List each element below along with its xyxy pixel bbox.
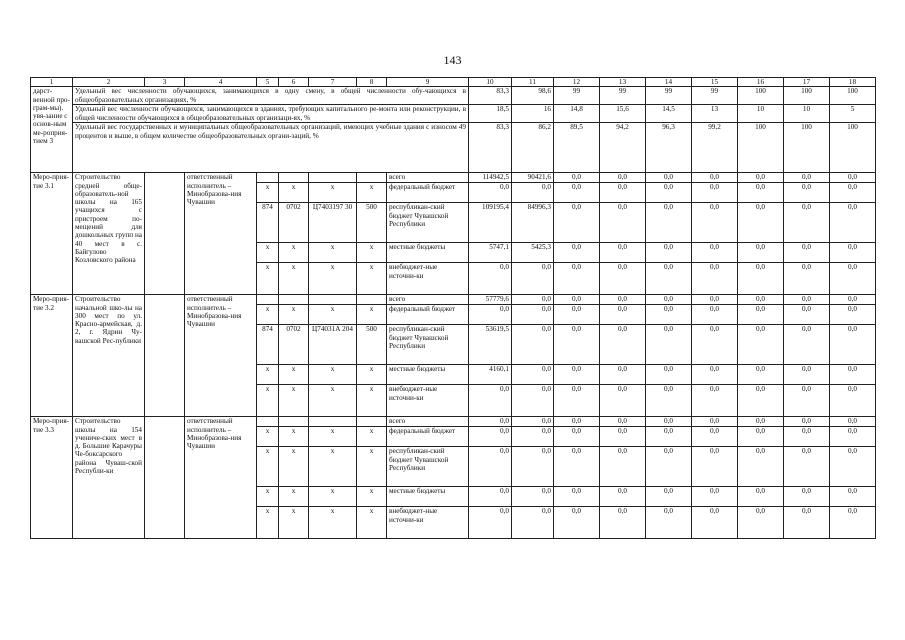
funding-value: 0,0 (738, 385, 784, 417)
funding-value: 0,0 (830, 173, 876, 183)
funding-value: 4160,1 (469, 365, 512, 385)
budget-code-cell: x (309, 305, 357, 325)
funding-value: 0,0 (830, 365, 876, 385)
funding-value: 0,0 (692, 305, 738, 325)
funding-source: местные бюджеты (387, 365, 469, 385)
funding-value: 114942,5 (469, 173, 512, 183)
budget-code-cell: x (257, 447, 279, 487)
funding-value: 0,0 (692, 263, 738, 295)
budget-code-cell: x (357, 305, 387, 325)
funding-value: 0,0 (784, 173, 830, 183)
header-cell: 12 (554, 78, 600, 87)
budget-code-cell: x (357, 263, 387, 295)
indicator-value: 14,8 (554, 105, 600, 123)
funding-value: 0,0 (469, 447, 512, 487)
header-cell: 10 (469, 78, 512, 87)
funding-value: 0,0 (738, 263, 784, 295)
budget-code-cell: x (357, 507, 387, 539)
budget-code-cell: x (357, 427, 387, 447)
budget-code-cell: x (309, 183, 357, 203)
funding-value: 0,0 (692, 295, 738, 305)
budget-code-cell: x (279, 427, 309, 447)
funding-value: 0,0 (469, 507, 512, 539)
funding-source: внебюджет-ные источни-ки (387, 263, 469, 295)
funding-value: 0,0 (784, 447, 830, 487)
funding-value: 0,0 (738, 295, 784, 305)
funding-value: 0,0 (600, 305, 646, 325)
budget-code-cell: x (257, 183, 279, 203)
funding-value: 0,0 (784, 427, 830, 447)
indicator-value: 99 (692, 87, 738, 105)
funding-source: республикан-ский бюджет Чувашской Республики (387, 203, 469, 243)
funding-value: 0,0 (600, 507, 646, 539)
budget-code-cell: x (279, 507, 309, 539)
funding-value: 0,0 (600, 385, 646, 417)
funding-value: 0,0 (554, 447, 600, 487)
budget-code-cell: x (257, 385, 279, 417)
funding-value: 0,0 (830, 305, 876, 325)
funding-value: 0,0 (646, 183, 692, 203)
funding-value: 5425,3 (512, 243, 554, 263)
funding-value: 57779,6 (469, 295, 512, 305)
indicator-value: 99,2 (692, 123, 738, 173)
budget-code-cell: x (309, 447, 357, 487)
event-label: Меро-прия-тие 3.1 (31, 173, 73, 295)
funding-value: 0,0 (692, 417, 738, 427)
funding-value: 0,0 (646, 487, 692, 507)
budget-code-cell: x (309, 243, 357, 263)
budget-code-cell: x (257, 365, 279, 385)
funding-value: 5747,1 (469, 243, 512, 263)
budget-code-cell (257, 417, 279, 427)
indicator-value: 100 (784, 87, 830, 105)
event-empty-col3 (145, 295, 185, 417)
indicator-value: 89,5 (554, 123, 600, 173)
event-label: Меро-прия-тие 3.3 (31, 417, 73, 539)
budget-code-cell: x (309, 365, 357, 385)
funding-value: 0,0 (738, 487, 784, 507)
funding-value: 0,0 (646, 507, 692, 539)
funding-value: 0,0 (692, 173, 738, 183)
budget-code-cell: x (257, 507, 279, 539)
indicator-value: 100 (738, 123, 784, 173)
funding-value: 0,0 (646, 447, 692, 487)
funding-value: 0,0 (830, 487, 876, 507)
budget-code-cell: x (357, 243, 387, 263)
funding-value: 0,0 (830, 325, 876, 365)
budget-code-cell: 0702 (279, 325, 309, 365)
funding-value: 0,0 (692, 507, 738, 539)
budget-code-cell: x (279, 385, 309, 417)
indicator-value: 99 (646, 87, 692, 105)
budget-code-cell: x (279, 243, 309, 263)
funding-value: 0,0 (784, 417, 830, 427)
funding-value: 0,0 (469, 263, 512, 295)
funding-value: 0,0 (830, 243, 876, 263)
funding-value: 0,0 (692, 365, 738, 385)
funding-value: 0,0 (600, 263, 646, 295)
indicator-value: 98,6 (512, 87, 554, 105)
funding-value: 0,0 (646, 365, 692, 385)
budget-code-cell: x (309, 487, 357, 507)
funding-value: 0,0 (784, 183, 830, 203)
budget-code-cell: 874 (257, 203, 279, 243)
budget-code-cell: x (357, 183, 387, 203)
indicator-value: 18,5 (469, 105, 512, 123)
funding-value: 0,0 (512, 263, 554, 295)
budget-code-cell: x (309, 507, 357, 539)
indicator-row (31, 123, 876, 173)
budget-code-cell: x (279, 183, 309, 203)
budget-code-cell: x (279, 447, 309, 487)
budget-code-cell: x (257, 487, 279, 507)
indicator-value: 13 (692, 105, 738, 123)
funding-source: федеральный бюджет (387, 183, 469, 203)
event-row (31, 173, 876, 183)
event-name: Строительство средней обще-образователь-ной школы на 165 учащихся с пристроем по-мещений для дошкольных групп на 40 мест в с. Байгулово Козловского района (73, 173, 145, 295)
funding-value: 0,0 (600, 203, 646, 243)
funding-value: 90421,6 (512, 173, 554, 183)
funding-value: 0,0 (692, 203, 738, 243)
funding-source: федеральный бюджет (387, 305, 469, 325)
funding-value: 0,0 (469, 305, 512, 325)
budget-code-cell: x (309, 427, 357, 447)
event-row (31, 417, 876, 427)
budget-code-cell: x (357, 365, 387, 385)
funding-value: 0,0 (738, 507, 784, 539)
header-cell: 2 (73, 78, 145, 87)
indicator-value: 16 (512, 105, 554, 123)
event-empty-col3 (145, 417, 185, 539)
funding-value: 0,0 (738, 417, 784, 427)
budget-code-cell: 874 (257, 325, 279, 365)
header-cell: 11 (512, 78, 554, 87)
header-cell: 7 (309, 78, 357, 87)
indicator-value: 86,2 (512, 123, 554, 173)
header-cell: 15 (692, 78, 738, 87)
funding-value: 0,0 (600, 243, 646, 263)
funding-value: 0,0 (692, 487, 738, 507)
budget-code-cell: x (309, 385, 357, 417)
header-cell: 3 (145, 78, 185, 87)
budget-code-cell (257, 295, 279, 305)
funding-value: 0,0 (554, 427, 600, 447)
indicator-value: 15,6 (600, 105, 646, 123)
funding-value: 0,0 (784, 325, 830, 365)
budget-code-cell: Ц7403197 30 (309, 203, 357, 243)
funding-value: 0,0 (738, 173, 784, 183)
budget-code-cell: x (257, 243, 279, 263)
funding-source: всего (387, 295, 469, 305)
funding-value: 0,0 (738, 365, 784, 385)
funding-value: 0,0 (512, 325, 554, 365)
indicator-value: 100 (830, 87, 876, 105)
event-empty-col3 (145, 173, 185, 295)
budget-code-cell (309, 173, 357, 183)
funding-value: 0,0 (646, 243, 692, 263)
funding-value: 0,0 (692, 325, 738, 365)
funding-value: 0,0 (738, 325, 784, 365)
indicator-value: 83,3 (469, 87, 512, 105)
indicator-value: 99 (600, 87, 646, 105)
funding-value: 0,0 (512, 183, 554, 203)
funding-value: 0,0 (554, 417, 600, 427)
indicator-text: Удельный вес численности обучающихся, занимающихся в зданиях, требующих капитального ре-монта или реконструкции, в общей численности обучающихся в общеобразовательных организаци-ях, % (73, 105, 469, 123)
indicator-value: 10 (738, 105, 784, 123)
event-row (31, 295, 876, 305)
funding-source: федеральный бюджет (387, 427, 469, 447)
budget-code-cell: x (279, 263, 309, 295)
funding-value: 0,0 (600, 173, 646, 183)
funding-value: 0,0 (784, 487, 830, 507)
funding-value: 0,0 (830, 295, 876, 305)
budget-code-cell: 500 (357, 325, 387, 365)
funding-source: всего (387, 173, 469, 183)
budget-code-cell: x (257, 427, 279, 447)
indicator-value: 100 (784, 123, 830, 173)
budget-code-cell: x (257, 305, 279, 325)
funding-value: 0,0 (738, 243, 784, 263)
header-cell: 9 (387, 78, 469, 87)
funding-value: 0,0 (554, 305, 600, 325)
indicator-value: 10 (784, 105, 830, 123)
funding-value: 0,0 (646, 417, 692, 427)
funding-value: 0,0 (784, 203, 830, 243)
budget-code-cell: 0702 (279, 203, 309, 243)
funding-value: 0,0 (469, 427, 512, 447)
funding-value: 0,0 (554, 385, 600, 417)
header-cell: 6 (279, 78, 309, 87)
funding-value: 84996,3 (512, 203, 554, 243)
funding-value: 0,0 (512, 295, 554, 305)
funding-value: 0,0 (692, 447, 738, 487)
funding-value: 0,0 (830, 417, 876, 427)
funding-value: 0,0 (646, 325, 692, 365)
funding-value: 0,0 (554, 203, 600, 243)
header-cell: 14 (646, 78, 692, 87)
funding-value: 0,0 (512, 427, 554, 447)
funding-value: 0,0 (554, 365, 600, 385)
funding-value: 0,0 (600, 365, 646, 385)
funding-value: 0,0 (646, 305, 692, 325)
funding-value: 0,0 (469, 417, 512, 427)
funding-value: 0,0 (830, 263, 876, 295)
budget-code-cell (357, 295, 387, 305)
funding-value: 0,0 (554, 173, 600, 183)
budget-code-cell: x (279, 305, 309, 325)
budget-code-cell: 500 (357, 203, 387, 243)
indicator-value: 94,2 (600, 123, 646, 173)
funding-value: 0,0 (512, 507, 554, 539)
funding-value: 0,0 (512, 305, 554, 325)
funding-value: 0,0 (554, 183, 600, 203)
funding-value: 0,0 (738, 203, 784, 243)
budget-code-cell: Ц74031А 204 (309, 325, 357, 365)
funding-value: 0,0 (512, 447, 554, 487)
budget-code-cell (279, 173, 309, 183)
funding-value: 0,0 (784, 263, 830, 295)
event-name: Строительство школы на 154 учениче-ских мест в д. Большие Карачуры Че-боксарского района Чуваш-ской Республи-ки (73, 417, 145, 539)
funding-value: 0,0 (830, 183, 876, 203)
event-name: Строительство начальной шко-лы на 300 мест по ул. Красно-армейская, д. 2, г. Ядрин Чу-вашской Рес-публики (73, 295, 145, 417)
funding-value: 109195,4 (469, 203, 512, 243)
funding-value: 0,0 (646, 295, 692, 305)
budget-code-cell: x (279, 365, 309, 385)
header-row (31, 78, 876, 87)
funding-source: местные бюджеты (387, 487, 469, 507)
event-label: Меро-прия-тие 3.2 (31, 295, 73, 417)
program-table (30, 77, 876, 539)
event-responsible: ответственный исполнитель – Минобразова-ния Чувашии (185, 417, 257, 539)
header-cell: 5 (257, 78, 279, 87)
funding-value: 0,0 (784, 305, 830, 325)
funding-value: 0,0 (512, 365, 554, 385)
funding-value: 0,0 (692, 243, 738, 263)
budget-code-cell: x (257, 263, 279, 295)
funding-value: 0,0 (692, 183, 738, 203)
budget-code-cell: x (357, 447, 387, 487)
funding-value: 0,0 (554, 295, 600, 305)
indicator-value: 99 (554, 87, 600, 105)
funding-source: республикан-ский бюджет Чувашской Республики (387, 325, 469, 365)
event-responsible: ответственный исполнитель – Минобразова-ния Чувашии (185, 173, 257, 295)
funding-value: 0,0 (469, 183, 512, 203)
funding-value: 0,0 (469, 385, 512, 417)
funding-value: 0,0 (830, 385, 876, 417)
funding-value: 0,0 (646, 203, 692, 243)
funding-value: 0,0 (738, 427, 784, 447)
budget-code-cell (357, 417, 387, 427)
indicator-text: Удельный вес государственных и муниципальных общеобразовательных организаций, имеющих учебные здания с износом 49 процентов и выше, в общем количестве общеобразовательных органи-заций, % (73, 123, 469, 173)
funding-value: 0,0 (600, 325, 646, 365)
budget-code-cell (279, 417, 309, 427)
funding-value: 0,0 (646, 263, 692, 295)
funding-value: 0,0 (600, 417, 646, 427)
funding-source: внебюджет-ные источни-ки (387, 507, 469, 539)
budget-code-cell (357, 173, 387, 183)
funding-value: 0,0 (554, 507, 600, 539)
event-responsible: ответственный исполнитель – Минобразова-ния Чувашии (185, 295, 257, 417)
funding-value: 53619,5 (469, 325, 512, 365)
funding-value: 0,0 (692, 385, 738, 417)
indicator-text: Удельный вес численности обучающихся, занимающихся в одну смену, в общей численности обу-чающихся в общеобразовательных организациях, % (73, 87, 469, 105)
funding-value: 0,0 (554, 487, 600, 507)
funding-value: 0,0 (600, 183, 646, 203)
indicator-value: 14,5 (646, 105, 692, 123)
funding-value: 0,0 (600, 427, 646, 447)
funding-value: 0,0 (554, 325, 600, 365)
budget-code-cell: x (309, 263, 357, 295)
header-cell: 13 (600, 78, 646, 87)
funding-source: местные бюджеты (387, 243, 469, 263)
header-cell: 18 (830, 78, 876, 87)
funding-value: 0,0 (784, 365, 830, 385)
funding-source: внебюджет-ные источни-ки (387, 385, 469, 417)
indicator-row (31, 105, 876, 123)
funding-value: 0,0 (554, 243, 600, 263)
funding-value: 0,0 (784, 243, 830, 263)
funding-value: 0,0 (512, 417, 554, 427)
budget-code-cell (309, 417, 357, 427)
header-cell: 1 (31, 78, 73, 87)
funding-value: 0,0 (554, 263, 600, 295)
funding-value: 0,0 (738, 305, 784, 325)
budget-code-cell (309, 295, 357, 305)
budget-code-cell (279, 295, 309, 305)
funding-value: 0,0 (830, 203, 876, 243)
header-cell: 4 (185, 78, 257, 87)
funding-value: 0,0 (600, 487, 646, 507)
header-cell: 17 (784, 78, 830, 87)
funding-value: 0,0 (469, 487, 512, 507)
funding-value: 0,0 (600, 447, 646, 487)
funding-value: 0,0 (738, 447, 784, 487)
indicator-value: 100 (830, 123, 876, 173)
page-number: 143 (443, 53, 462, 67)
funding-value: 0,0 (600, 295, 646, 305)
funding-value: 0,0 (830, 427, 876, 447)
budget-code-cell (257, 173, 279, 183)
funding-value: 0,0 (646, 385, 692, 417)
funding-value: 0,0 (646, 427, 692, 447)
budget-code-cell: x (357, 487, 387, 507)
funding-source: всего (387, 417, 469, 427)
budget-code-cell: x (357, 385, 387, 417)
header-cell: 8 (357, 78, 387, 87)
funding-value: 0,0 (512, 487, 554, 507)
indicator-value: 96,3 (646, 123, 692, 173)
funding-value: 0,0 (646, 173, 692, 183)
indicator-value: 83,3 (469, 123, 512, 173)
indicator-group-label: дарст-венной про-грам-мы). увя-зание с основ-ным ме-роприя-тием 3 (31, 87, 73, 173)
budget-code-cell: x (279, 487, 309, 507)
funding-value: 0,0 (784, 295, 830, 305)
funding-value: 0,0 (692, 427, 738, 447)
funding-source: республикан-ский бюджет Чувашской Республики (387, 447, 469, 487)
indicator-value: 5 (830, 105, 876, 123)
funding-value: 0,0 (738, 183, 784, 203)
funding-value: 0,0 (512, 385, 554, 417)
indicator-value: 100 (738, 87, 784, 105)
funding-value: 0,0 (830, 447, 876, 487)
funding-value: 0,0 (784, 507, 830, 539)
indicator-row (31, 87, 876, 105)
funding-value: 0,0 (830, 507, 876, 539)
funding-value: 0,0 (784, 385, 830, 417)
header-cell: 16 (738, 78, 784, 87)
